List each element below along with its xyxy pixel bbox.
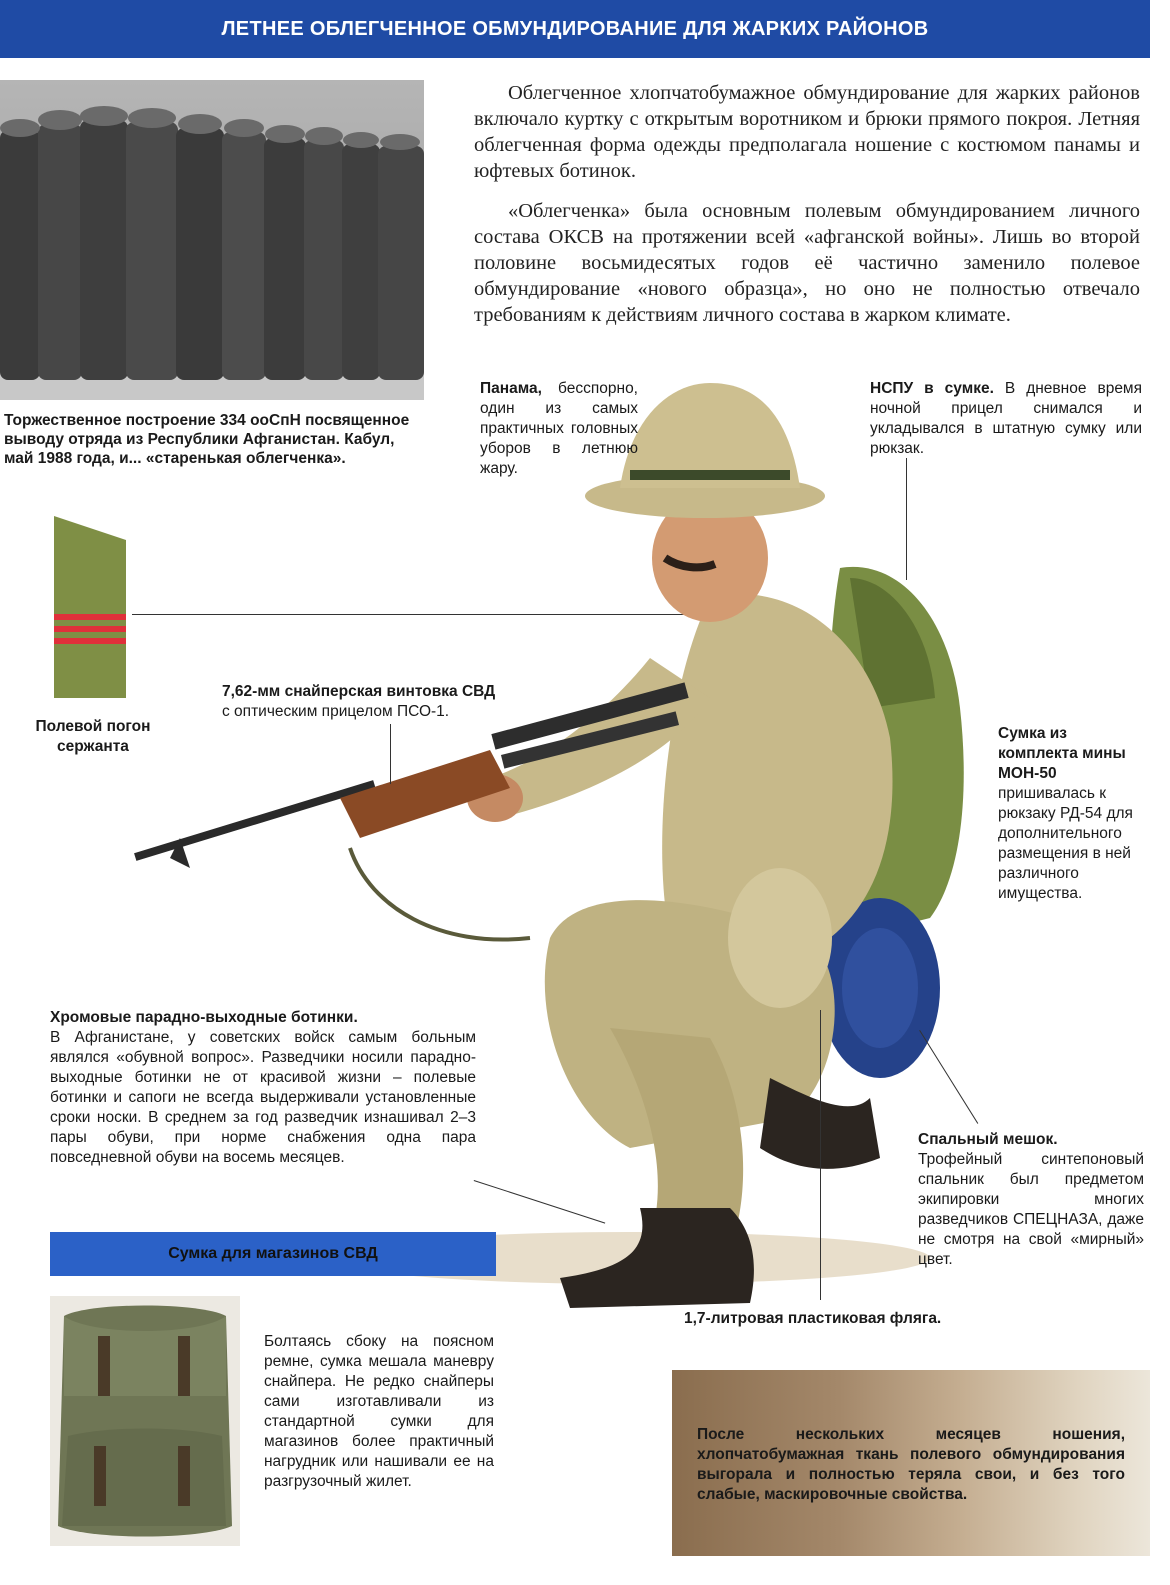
- nspu-title: НСПУ в сумке.: [870, 380, 994, 397]
- nspu-label: [870, 379, 1142, 459]
- fabric-note: После нескольких месяцев ношения, хлопчатобумажная ткань полевого обмундирования выгорала и полностью теряла свои, и без того слабые, маскировочные свойства.: [697, 1426, 1125, 1503]
- page-title: ЛЕТНЕЕ ОБЛЕГЧЕННОЕ ОБМУНДИРОВАНИЕ ДЛЯ ЖАРКИХ РАЙОНОВ: [0, 0, 1150, 58]
- pogon-label: Полевой погон сержанта: [35, 718, 151, 755]
- rifle-label: [222, 682, 562, 722]
- nspu-text: В дневное время ночной прицел снимался и укладывался в штатную сумку или рюкзак.: [870, 380, 1142, 457]
- mon50-label: [998, 724, 1148, 904]
- panama-title: Панама,: [480, 380, 542, 397]
- sleeping-bag-title: Спальный мешок.: [918, 1131, 1058, 1148]
- svd-bag-section-title: Сумка для магазинов СВД: [50, 1232, 496, 1276]
- panama-text: бесспорно, один из самых практичных головных уборов в летнюю жару.: [480, 380, 638, 477]
- rifle-text: с оптическим прицелом ПСО-1.: [222, 703, 450, 720]
- flask-leader-line: [820, 1010, 821, 1300]
- boots-label: [50, 1008, 476, 1168]
- mon50-title: Сумка из комплекта мины МОН-50: [998, 725, 1126, 782]
- svd-bag-text: Болтаясь сбоку на поясном ремне, сумка мешала маневру снайпера. Не редко снайперы сами изготавливали из стандартной сумки для магазинов более практичный нагрудник или нашивали ее на разгрузочный жилет.: [264, 1333, 494, 1490]
- svd-magazine-bag-icon: [50, 1296, 240, 1546]
- parade-photo: [0, 80, 424, 400]
- sleeping-bag-text: Трофейный синтепоновый спальник был предметом экипировки многих разведчиков СПЕЦНАЗА, даже не смотря на свой «мирный» цвет.: [918, 1151, 1144, 1268]
- photo-caption: Торжественное построение 334 ооСпН посвященное выводу отряда из Республики Афганистан. Кабул, май 1988 года, и... «старенькая облегченка».: [4, 412, 410, 467]
- boots-title: Хромовые парадно-выходные ботинки.: [50, 1009, 358, 1026]
- intro-text: [474, 80, 1140, 328]
- intro-paragraph-2: «Облегченка» была основным полевым обмундированием личного состава ОКСВ на протяжении всей «афганской войны». Лишь во второй половине восьмидесятых годов её частично заменило полевое обмундирование «нового образца», но оно не полностью отвечало требованиям к действиям личного состава в жарком климате.: [474, 200, 1140, 326]
- panama-label: [480, 379, 638, 479]
- intro-paragraph-1: Облегченное хлопчатобумажное обмундирование для жарких районов включало куртку с открытым воротником и брюки прямого покроя. Летняя облегченная форма одежды предполагала ношение с костюмом панамы и юфтевых ботинок.: [474, 82, 1140, 182]
- flask-label: 1,7-литровая пластиковая фляга.: [684, 1310, 942, 1327]
- boots-text: В Афганистане, у советских войск самым больным являлся «обувной вопрос». Разведчики носили парадно-выходные ботинки не от красивой жизни – полевые ботинки и сапоги не всегда выдерживали установленные сроки носки. В среднем за год разведчик изнашивал 2–3 пары обуви, при норме снабжения одна пара повседневной обуви на восемь месяцев.: [50, 1029, 476, 1166]
- rifle-title: 7,62-мм снайперская винтовка СВД: [222, 683, 496, 700]
- soldier-row: [0, 120, 424, 380]
- rifle-leader-line: [390, 724, 391, 784]
- mon50-text: пришивалась к рюкзаку РД-54 для дополнительного размещения в ней различного имущества.: [998, 785, 1133, 902]
- parade-photo-image: [0, 80, 424, 400]
- nspu-leader-line: [906, 458, 907, 580]
- sleeping-bag-label: [918, 1130, 1144, 1270]
- sniper-illustration: [110, 378, 990, 1308]
